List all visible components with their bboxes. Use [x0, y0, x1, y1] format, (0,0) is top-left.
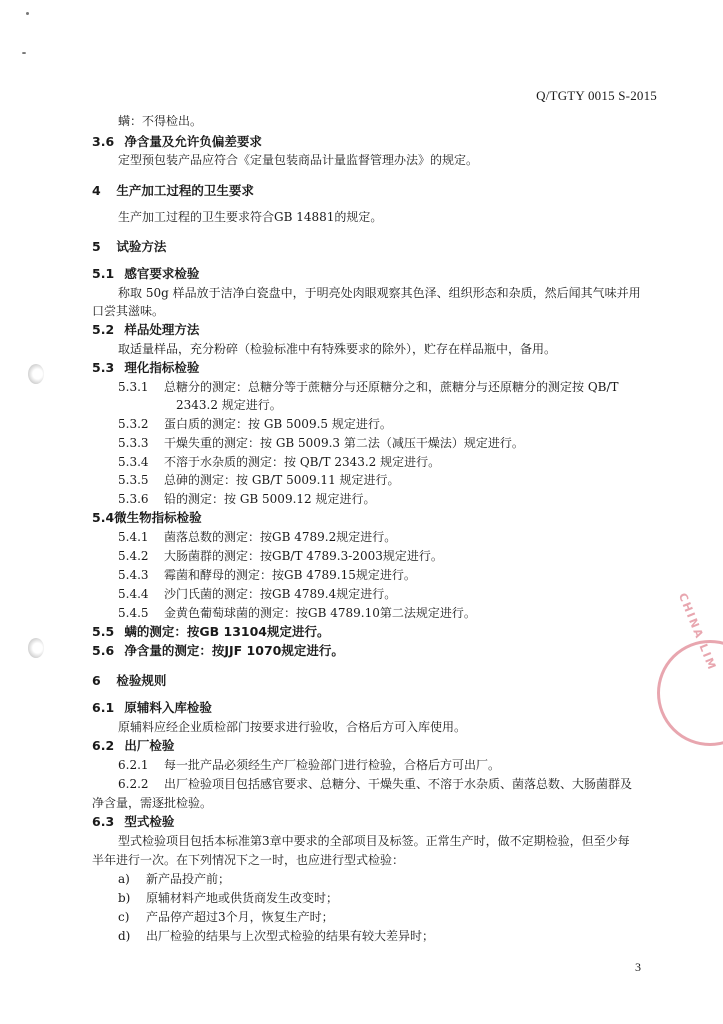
- list-item-b: b) 原辅材料产地或供货商发生改变时；: [118, 891, 339, 905]
- clause-6-2-1: 6.2.1 每一批产品必须经生产厂检验部门进行检验，合格后方可出厂。: [118, 758, 501, 772]
- punch-hole-mark: [28, 638, 44, 658]
- section-heading-4: 4 生产加工过程的卫生要求: [92, 183, 254, 198]
- section-heading-5-2: 5.2 样品处理方法: [92, 322, 200, 337]
- list-item-a: a) 新产品投产前；: [118, 872, 231, 886]
- section-heading-5-1: 5.1 感官要求检验: [92, 266, 200, 281]
- clause-5-3-5: 5.3.5 总砷的测定：按 GB/T 5009.11 规定进行。: [118, 473, 400, 487]
- clause-5-3-4: 5.3.4 不溶于水杂质的测定：按 QB/T 2343.2 规定进行。: [118, 455, 441, 469]
- section-heading-3-6: 3.6 净含量及允许负偏差要求: [92, 134, 262, 149]
- clause-6-2-2: 6.2.2 出厂检验项目包括感官要求、总糖分、干燥失重、不溶于水杂质、菌落总数、大肠菌群及: [118, 777, 633, 791]
- clause-5-3-6: 5.3.6 铅的测定：按 GB 5009.12 规定进行。: [118, 492, 376, 506]
- list-item-c: c) 产品停产超过3个月，恢复生产时；: [118, 910, 334, 924]
- body-text: 型式检验项目包括本标准第3章中要求的全部项目及标签。正常生产时，做不定期检验，但至少每: [118, 834, 630, 848]
- section-heading-5-5: 5.5 螨的测定：按GB 13104规定进行。: [92, 624, 330, 639]
- scan-speck: [22, 52, 26, 54]
- section-heading-5-4: 5.4微生物指标检验: [92, 510, 202, 525]
- list-item-d: d) 出厂检验的结果与上次型式检验的结果有较大差异时；: [118, 929, 435, 943]
- section-heading-6-2: 6.2 出厂检验: [92, 738, 175, 753]
- body-text: 口尝其滋味。: [92, 304, 165, 318]
- body-text: 生产加工过程的卫生要求符合GB 14881的规定。: [118, 210, 383, 224]
- body-text: 定型预包装产品应符合《定量包装商品计量监督管理办法》的规定。: [118, 153, 479, 167]
- clause-5-3-1: 5.3.1 总糖分的测定：总糖分等于蔗糖分与还原糖分之和，蔗糖分与还原糖分的测定按 QB/T: [118, 380, 619, 394]
- body-text: 取适量样品，充分粉碎（检验标准中有特殊要求的除外），贮存在样品瓶中，备用。: [118, 342, 557, 356]
- punch-hole-mark: [28, 364, 44, 384]
- section-heading-6-3: 6.3 型式检验: [92, 814, 175, 829]
- clause-5-4-2: 5.4.2 大肠菌群的测定：按GB/T 4789.3-2003规定进行。: [118, 549, 443, 563]
- clause-5-4-1: 5.4.1 菌落总数的测定：按GB 4789.2规定进行。: [118, 530, 397, 544]
- body-text: 净含量，需逐批检验。: [92, 796, 213, 810]
- clause-5-3-3: 5.3.3 干燥失重的测定：按 GB 5009.3 第二法（减压干燥法）规定进行。: [118, 436, 524, 450]
- scan-speck: [26, 12, 29, 15]
- section-heading-5-3: 5.3 理化指标检验: [92, 360, 200, 375]
- section-heading-5-6: 5.6 净含量的测定：按JJF 1070规定进行。: [92, 643, 344, 658]
- section-heading-5: 5 试验方法: [92, 239, 167, 254]
- page-number: 3: [635, 960, 641, 974]
- section-heading-6: 6 检验规则: [92, 673, 167, 688]
- body-text: 2343.2 规定进行。: [176, 398, 282, 412]
- company-seal-text: CHINA LIM: [675, 591, 719, 673]
- section-heading-6-1: 6.1 原辅料入库检验: [92, 700, 212, 715]
- body-text: 半年进行一次。在下列情况下之一时，也应进行型式检验：: [92, 853, 405, 867]
- clause-5-4-4: 5.4.4 沙门氏菌的测定：按GB 4789.4规定进行。: [118, 587, 397, 601]
- clause-5-3-2: 5.3.2 蛋白质的测定：按 GB 5009.5 规定进行。: [118, 417, 392, 431]
- body-text: 原辅料应经企业质检部门按要求进行验收，合格后方可入库使用。: [118, 720, 467, 734]
- clause-5-4-5: 5.4.5 金黄色葡萄球菌的测定：按GB 4789.10第二法规定进行。: [118, 606, 476, 620]
- document-code-header: Q/TGTY 0015 S-2015: [536, 88, 657, 103]
- clause-5-4-3: 5.4.3 霉菌和酵母的测定：按GB 4789.15规定进行。: [118, 568, 416, 582]
- body-text: 称取 50g 样品放于洁净白瓷盘中，于明亮处肉眼观察其色泽、组织形态和杂质，然后闻其气味并用: [118, 286, 641, 300]
- body-text: 螨：不得检出。: [118, 114, 203, 128]
